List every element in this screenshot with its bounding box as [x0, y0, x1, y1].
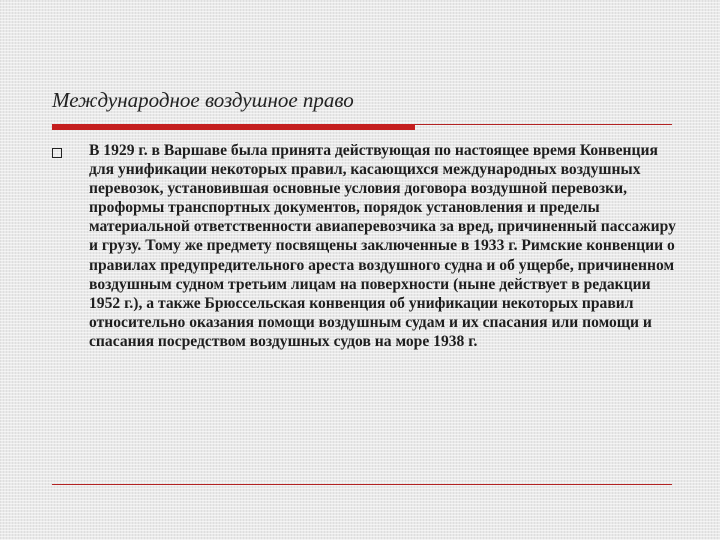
slide-title: Международное воздушное право	[52, 88, 354, 112]
square-bullet-icon	[52, 148, 62, 158]
footer-divider	[52, 484, 672, 485]
title-accent-bar	[52, 124, 415, 130]
bullet-text: В 1929 г. в Варшаве была принята действующая по настоящее время Конвенция для унификации некоторых правил, касающихся международных воздушных перевозок, установившая основные условия договора воздушной перевозки, проформы транспортных документов, порядок установления и пределы материальной ответственности авиаперевозчика за вред, причиненный пассажиру и грузу. Тому же предмету посвящены заключенные в 1933 г. Римские конвенции о правилах предупредительного ареста воздушного судна и об ущербе, причиненном воздушным судном третьим лицам на поверхности (ныне действует в редакции 1952 г.), а также Брюссельская конвенция об унификации некоторых правил относительно оказания помощи воздушным судам и их спасания или помощи и спасания посредством воздушных судов на море 1938 г.	[89, 142, 676, 350]
